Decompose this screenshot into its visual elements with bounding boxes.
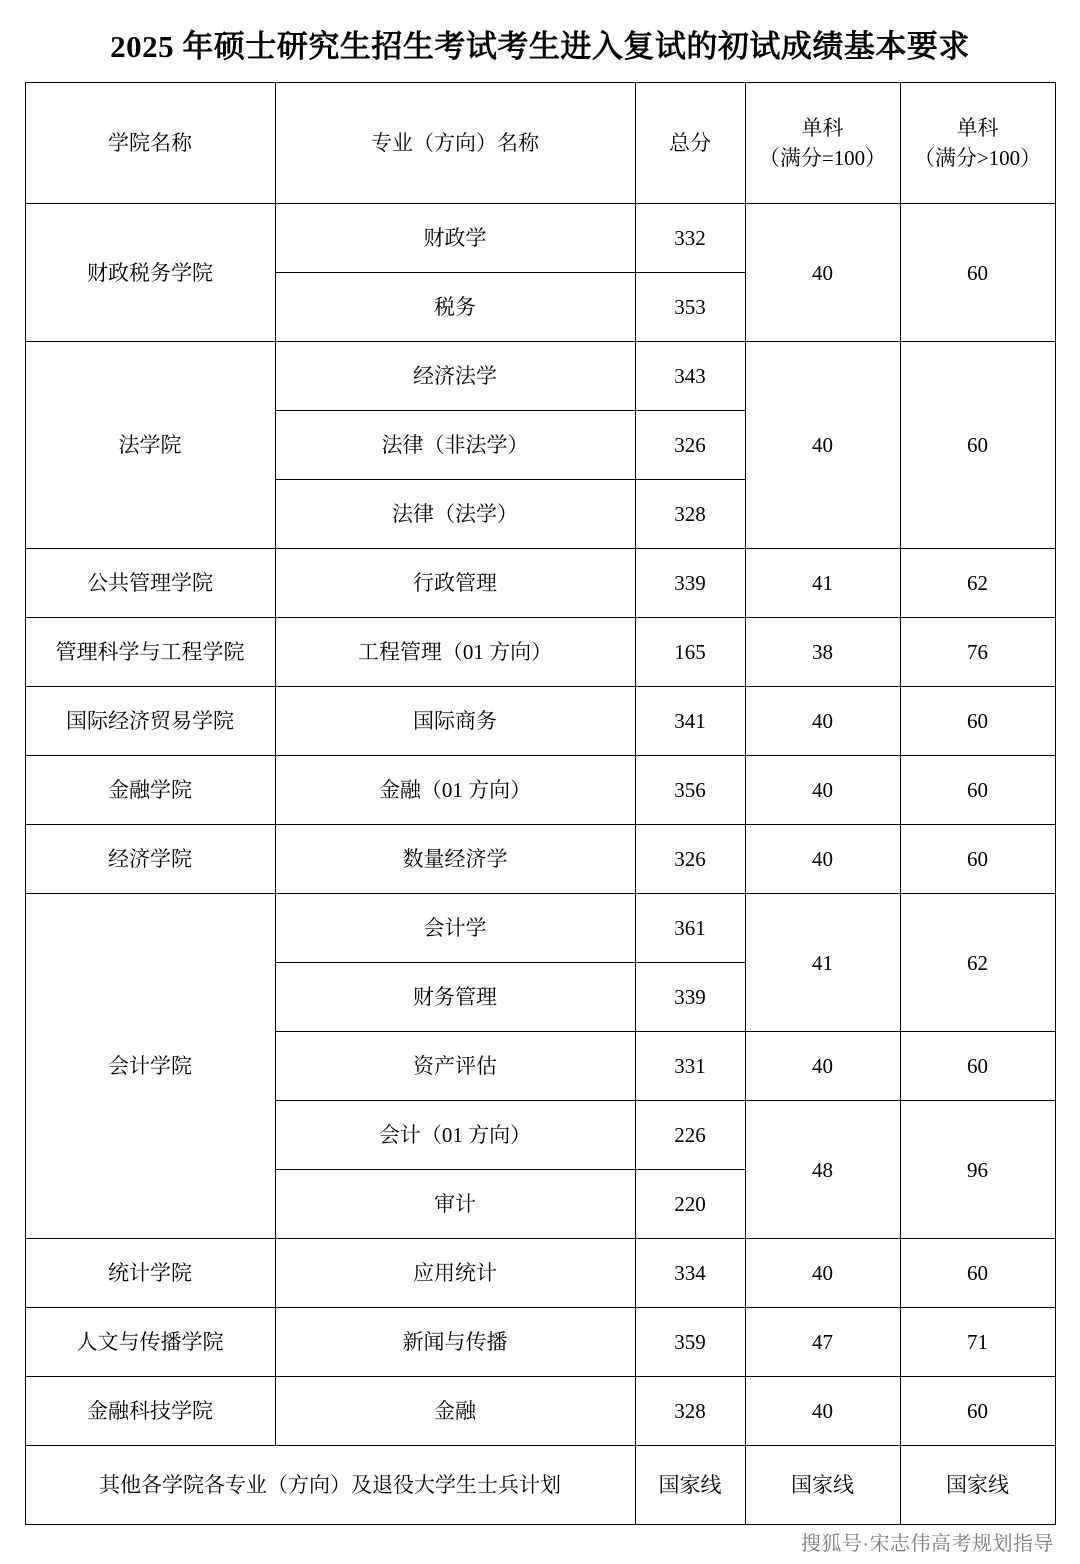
- cell-college: 管理科学与工程学院: [25, 618, 275, 687]
- watermark: [801, 1527, 1054, 1556]
- table-footer-row: [25, 1446, 1055, 1525]
- cell-college: 金融科技学院: [25, 1377, 275, 1446]
- cell-total-score: 332: [635, 204, 745, 273]
- table-row: [25, 618, 1055, 687]
- cell-single-100: 47: [745, 1308, 900, 1377]
- header-single-100-line1: 单科: [801, 116, 844, 140]
- cell-single-over-100: 96: [900, 1101, 1055, 1239]
- cell-total-score: 341: [635, 687, 745, 756]
- table-header-row: [25, 83, 1055, 204]
- cell-total-score: 356: [635, 756, 745, 825]
- cell-total-score: 339: [635, 549, 745, 618]
- admission-score-table: [25, 82, 1056, 1525]
- table-body: [25, 83, 1055, 1525]
- header-single-100-line2: （满分=100）: [758, 146, 887, 170]
- cell-single-over-100: 76: [900, 618, 1055, 687]
- cell-single-over-100: 60: [900, 1239, 1055, 1308]
- table-row: [25, 825, 1055, 894]
- watermark-text: 搜狐号·宋志伟高考规划指导: [800, 1533, 1054, 1555]
- cell-single-over-100: 60: [900, 687, 1055, 756]
- cell-major: 新闻与传播: [275, 1308, 635, 1377]
- header-single-over-100-line1: 单科: [956, 116, 999, 140]
- table-row: [25, 756, 1055, 825]
- page-title: 2025 年硕士研究生招生考试考生进入复试的初试成绩基本要求: [110, 29, 970, 64]
- cell-college: 人文与传播学院: [25, 1308, 275, 1377]
- cell-single-over-100: 60: [900, 1377, 1055, 1446]
- cell-total-score: 220: [635, 1170, 745, 1239]
- cell-major: 行政管理: [275, 549, 635, 618]
- header-college: 学院名称: [25, 83, 275, 204]
- cell-single-100: 38: [745, 618, 900, 687]
- cell-total-score: 339: [635, 963, 745, 1032]
- table-row: [25, 894, 1055, 963]
- table-row: [25, 204, 1055, 273]
- cell-college: 经济学院: [25, 825, 275, 894]
- cell-single-100: 40: [745, 756, 900, 825]
- cell-total-score: 331: [635, 1032, 745, 1101]
- header-major: 专业（方向）名称: [275, 83, 635, 204]
- cell-college: 统计学院: [25, 1239, 275, 1308]
- cell-total-score: 353: [635, 273, 745, 342]
- cell-college: 法学院: [25, 342, 275, 549]
- cell-single-100: 40: [745, 1239, 900, 1308]
- header-single-over-100-line2: （满分>100）: [913, 146, 1042, 170]
- cell-college: 财政税务学院: [25, 204, 275, 342]
- cell-major: 数量经济学: [275, 825, 635, 894]
- table-row: [25, 1308, 1055, 1377]
- cell-total-score: 165: [635, 618, 745, 687]
- cell-total-score: 326: [635, 825, 745, 894]
- table-row: [25, 687, 1055, 756]
- cell-college: 公共管理学院: [25, 549, 275, 618]
- cell-other-colleges-label: 其他各学院各专业（方向）及退役大学生士兵计划: [25, 1446, 635, 1525]
- cell-single-100: 40: [745, 1377, 900, 1446]
- cell-major: 财政学: [275, 204, 635, 273]
- table-row: [25, 1239, 1055, 1308]
- cell-total-score: 359: [635, 1308, 745, 1377]
- cell-total-score: 328: [635, 480, 745, 549]
- cell-single-100: 40: [745, 342, 900, 549]
- cell-single-over-100: 62: [900, 894, 1055, 1032]
- cell-single-100: 40: [745, 1032, 900, 1101]
- cell-major: 审计: [275, 1170, 635, 1239]
- cell-major: 工程管理（01 方向）: [275, 618, 635, 687]
- header-single-100: [745, 83, 900, 204]
- table-row: [25, 1377, 1055, 1446]
- cell-total-score: 361: [635, 894, 745, 963]
- cell-major: 法律（非法学）: [275, 411, 635, 480]
- cell-single-over-100: 62: [900, 549, 1055, 618]
- cell-major: 税务: [275, 273, 635, 342]
- cell-college: 会计学院: [25, 894, 275, 1239]
- header-single-over-100: [900, 83, 1055, 204]
- cell-major: 金融: [275, 1377, 635, 1446]
- cell-college: 金融学院: [25, 756, 275, 825]
- cell-major: 财务管理: [275, 963, 635, 1032]
- cell-footer-total: 国家线: [635, 1446, 745, 1525]
- cell-major: 金融（01 方向）: [275, 756, 635, 825]
- cell-major: 法律（法学）: [275, 480, 635, 549]
- cell-single-over-100: 60: [900, 342, 1055, 549]
- cell-major: 经济法学: [275, 342, 635, 411]
- cell-single-100: 40: [745, 825, 900, 894]
- cell-major: 会计学: [275, 894, 635, 963]
- cell-single-100: 41: [745, 549, 900, 618]
- cell-total-score: 334: [635, 1239, 745, 1308]
- cell-major: 会计（01 方向）: [275, 1101, 635, 1170]
- cell-major: 国际商务: [275, 687, 635, 756]
- cell-total-score: 226: [635, 1101, 745, 1170]
- cell-major: 应用统计: [275, 1239, 635, 1308]
- cell-single-100: 40: [745, 687, 900, 756]
- cell-total-score: 343: [635, 342, 745, 411]
- cell-college: 国际经济贸易学院: [25, 687, 275, 756]
- cell-footer-single-over-100: 国家线: [900, 1446, 1055, 1525]
- cell-single-100: 40: [745, 204, 900, 342]
- cell-footer-single-100: 国家线: [745, 1446, 900, 1525]
- table-row: [25, 549, 1055, 618]
- cell-single-over-100: 60: [900, 1032, 1055, 1101]
- cell-single-over-100: 71: [900, 1308, 1055, 1377]
- cell-single-over-100: 60: [900, 825, 1055, 894]
- cell-total-score: 326: [635, 411, 745, 480]
- cell-single-100: 48: [745, 1101, 900, 1239]
- cell-major: 资产评估: [275, 1032, 635, 1101]
- cell-total-score: 328: [635, 1377, 745, 1446]
- cell-single-100: 41: [745, 894, 900, 1032]
- cell-single-over-100: 60: [900, 204, 1055, 342]
- header-total: 总分: [635, 83, 745, 204]
- cell-single-over-100: 60: [900, 756, 1055, 825]
- table-row: [25, 342, 1055, 411]
